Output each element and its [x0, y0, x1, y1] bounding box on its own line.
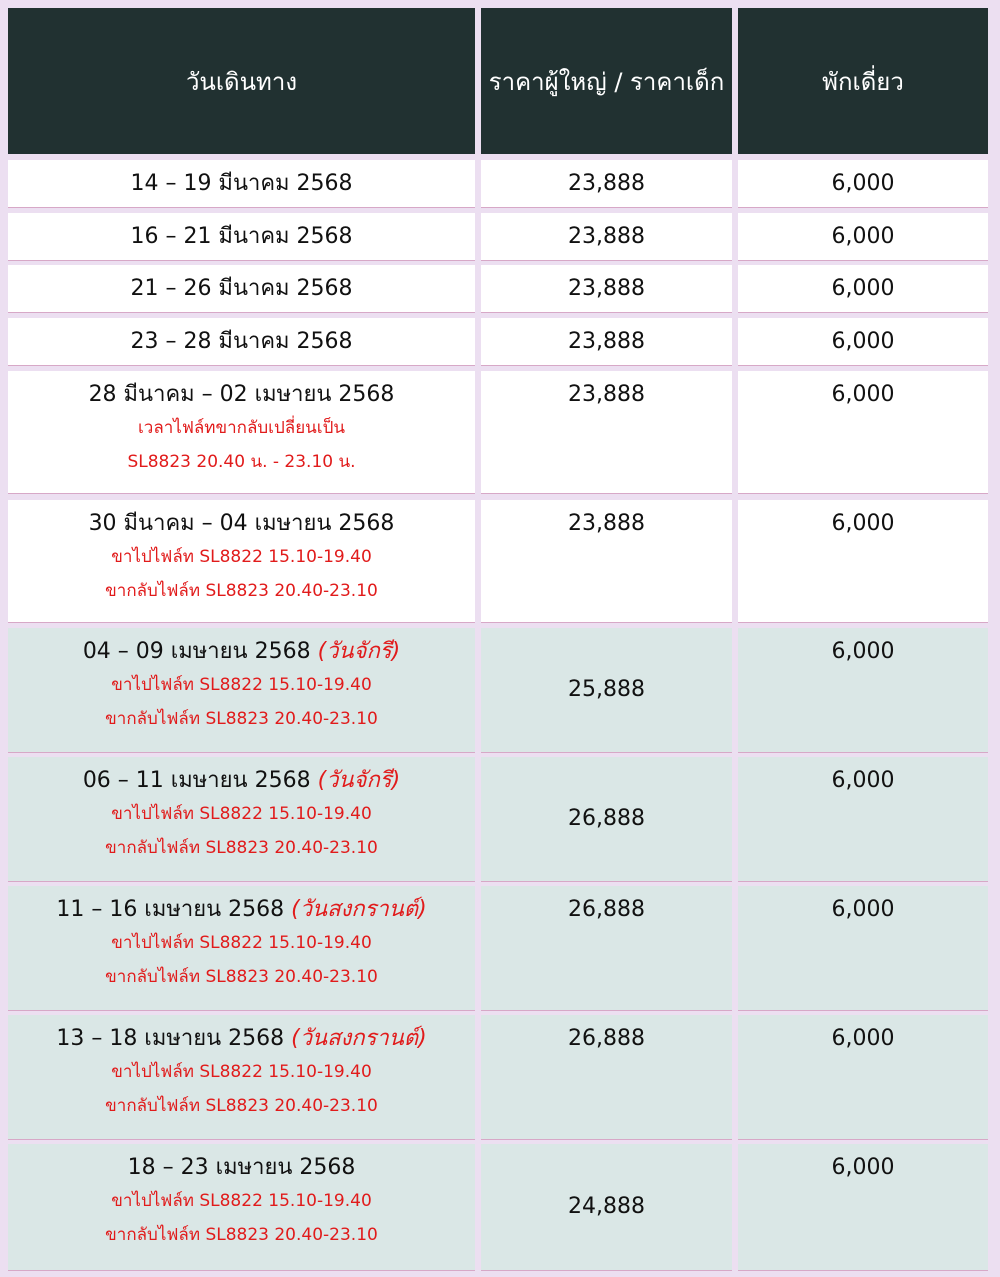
- row-single-cell: 6,000: [738, 371, 988, 494]
- row-price-cell: 23,888: [481, 265, 732, 313]
- row-price-cell: 23,888: [481, 371, 732, 494]
- row-price-cell: 23,888: [481, 500, 732, 623]
- row-date-cell: 18 – 23 เมษายน 2568 ขาไปไฟล์ท SL8822 15.10-19.40 ขากลับไฟล์ท SL8823 20.40-23.10: [8, 1144, 475, 1271]
- row-single-cell: 6,000: [738, 1015, 988, 1140]
- row-date-cell: 23 – 28 มีนาคม 2568: [8, 318, 475, 366]
- row-price-cell: 23,888: [481, 318, 732, 366]
- row-date-cell: 04 – 09 เมษายน 2568 (วันจักรี) ขาไปไฟล์ท SL8822 15.10-19.40 ขากลับไฟล์ท SL8823 20.40-23.10: [8, 628, 475, 753]
- row-price-cell: 25,888: [481, 628, 732, 753]
- row-price-cell: 23,888: [481, 213, 732, 261]
- row-price-cell: 23,888: [481, 160, 732, 208]
- row-date-cell: 28 มีนาคม – 02 เมษายน 2568 เวลาไฟล์ทขากลับเปลี่ยนเป็น SL8823 20.40 น. - 23.10 น.: [8, 371, 475, 494]
- row-date-cell: 13 – 18 เมษายน 2568 (วันสงกรานต์) ขาไปไฟล์ท SL8822 15.10-19.40 ขากลับไฟล์ท SL8823 20.40-23.10: [8, 1015, 475, 1140]
- row-date-cell: 06 – 11 เมษายน 2568 (วันจักรี) ขาไปไฟล์ท SL8822 15.10-19.40 ขากลับไฟล์ท SL8823 20.40-23.10: [8, 757, 475, 882]
- row-single-cell: 6,000: [738, 886, 988, 1011]
- row-single-cell: 6,000: [738, 318, 988, 366]
- flight-note: ขากลับไฟล์ท SL8823 20.40-23.10: [105, 1225, 378, 1245]
- flight-note: ขาไปไฟล์ท SL8822 15.10-19.40: [111, 804, 372, 824]
- row-single-cell: 6,000: [738, 500, 988, 623]
- row-price-cell: 24,888: [481, 1144, 732, 1271]
- flight-note: ขากลับไฟล์ท SL8823 20.40-23.10: [105, 581, 378, 601]
- flight-note: ขาไปไฟล์ท SL8822 15.10-19.40: [111, 1191, 372, 1211]
- holiday-label: (วันสงกรานต์): [291, 1026, 427, 1051]
- flight-note: เวลาไฟล์ทขากลับเปลี่ยนเป็น: [137, 418, 346, 438]
- row-price-cell: 26,888: [481, 757, 732, 882]
- header-date: วันเดินทาง: [8, 8, 475, 154]
- flight-note: ขาไปไฟล์ท SL8822 15.10-19.40: [111, 933, 372, 953]
- flight-note: ขากลับไฟล์ท SL8823 20.40-23.10: [105, 709, 378, 729]
- row-date-cell: 14 – 19 มีนาคม 2568: [8, 160, 475, 208]
- flight-note: ขาไปไฟล์ท SL8822 15.10-19.40: [111, 547, 372, 567]
- header-price: ราคาผู้ใหญ่ / ราคาเด็ก: [481, 8, 732, 154]
- row-single-cell: 6,000: [738, 628, 988, 753]
- header-single-room: พักเดี่ยว: [738, 8, 988, 154]
- flight-note: ขาไปไฟล์ท SL8822 15.10-19.40: [111, 1062, 372, 1082]
- holiday-label: (วันจักรี): [317, 768, 401, 793]
- row-date-cell: 21 – 26 มีนาคม 2568: [8, 265, 475, 313]
- flight-note: SL8823 20.40 น. - 23.10 น.: [127, 452, 356, 472]
- flight-note: ขาไปไฟล์ท SL8822 15.10-19.40: [111, 675, 372, 695]
- row-date-cell: 30 มีนาคม – 04 เมษายน 2568 ขาไปไฟล์ท SL8822 15.10-19.40 ขากลับไฟล์ท SL8823 20.40-23.10: [8, 500, 475, 623]
- flight-note: ขากลับไฟล์ท SL8823 20.40-23.10: [105, 838, 378, 858]
- row-date-cell: 11 – 16 เมษายน 2568 (วันสงกรานต์) ขาไปไฟล์ท SL8822 15.10-19.40 ขากลับไฟล์ท SL8823 20.40-23.10: [8, 886, 475, 1011]
- flight-note: ขากลับไฟล์ท SL8823 20.40-23.10: [105, 967, 378, 987]
- row-single-cell: 6,000: [738, 160, 988, 208]
- row-price-cell: 26,888: [481, 1015, 732, 1140]
- holiday-label: (วันสงกรานต์): [291, 897, 427, 922]
- row-date-cell: 16 – 21 มีนาคม 2568: [8, 213, 475, 261]
- row-single-cell: 6,000: [738, 1144, 988, 1271]
- row-single-cell: 6,000: [738, 213, 988, 261]
- row-price-cell: 26,888: [481, 886, 732, 1011]
- flight-note: ขากลับไฟล์ท SL8823 20.40-23.10: [105, 1096, 378, 1116]
- row-single-cell: 6,000: [738, 265, 988, 313]
- holiday-label: (วันจักรี): [317, 639, 401, 664]
- row-single-cell: 6,000: [738, 757, 988, 882]
